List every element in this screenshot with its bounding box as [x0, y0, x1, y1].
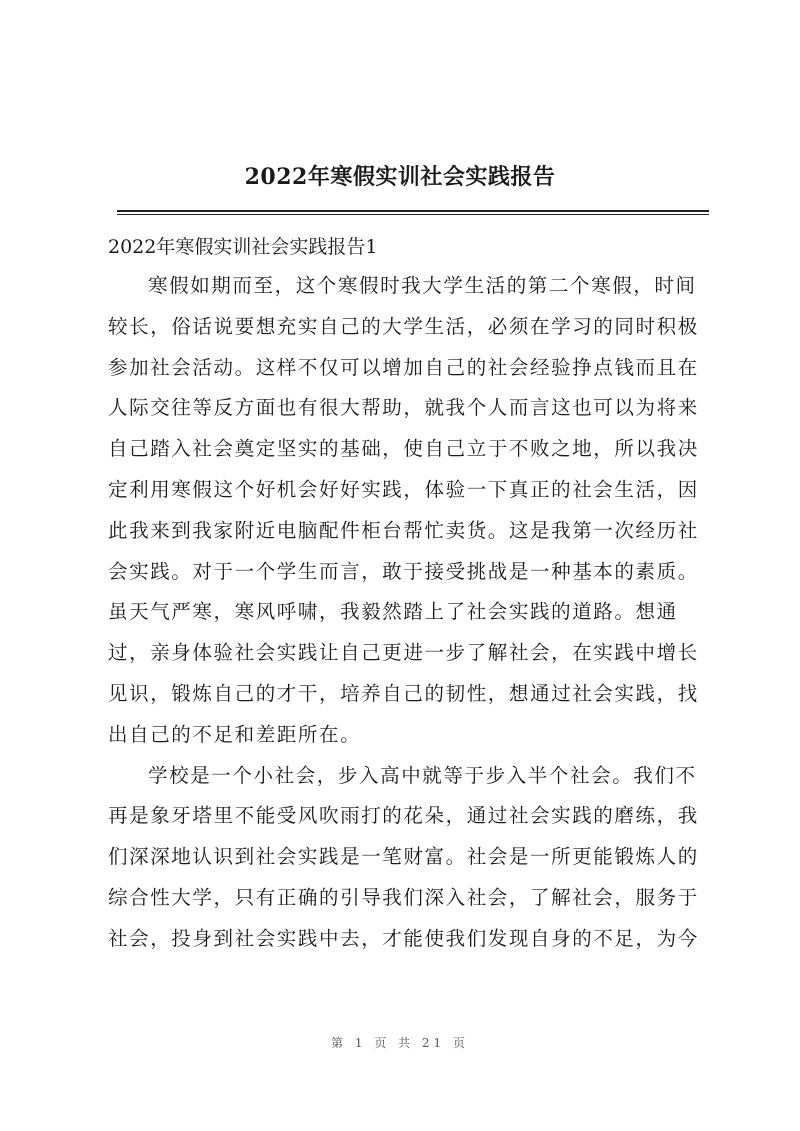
paragraph-line: 较长，俗话说要想充实自己的大学生活，必须在学习的同时积极: [108, 314, 699, 338]
body-text: [108, 266, 708, 960]
paragraph-line: 见识，锻炼自己的才干，培养自己的韧性，想通过社会实践，找: [108, 681, 699, 705]
paragraph-line: 再是象牙塔里不能受风吹雨打的花朵，通过社会实践的磨练，我: [108, 804, 699, 828]
title-divider: [117, 210, 709, 215]
paragraph-line: 参加社会活动。这样不仅可以增加自己的社会经验挣点钱而且在: [108, 355, 699, 379]
paragraph-line: 自己踏入社会奠定坚实的基础，使自己立于不败之地，所以我决: [108, 437, 699, 461]
paragraph-line: 综合性大学，只有正确的引导我们深入社会，了解社会，服务于: [108, 885, 699, 909]
paragraph-line: 社会，投身到社会实践中去，才能使我们发现自身的不足，为今: [108, 926, 699, 950]
paragraph-line: 们深深地认识到社会实践是一笔财富。社会是一所更能锻炼人的: [108, 845, 699, 869]
paragraph-line: 人际交往等反方面也有很大帮助，就我个人而言这也可以为将来: [108, 396, 699, 420]
document-title: 2022年寒假实训社会实践报告: [244, 164, 556, 190]
paragraph-line: 此我来到我家附近电脑配件柜台帮忙卖货。这是我第一次经历社: [108, 518, 699, 542]
page-footer: 第 1 页 共 21 页: [331, 1036, 469, 1050]
paragraph-line: 学校是一个小社会，步入高中就等于步入半个社会。我们不: [148, 763, 697, 787]
paragraph-line: 定利用寒假这个好机会好好实践，体验一下真正的社会生活，因: [108, 477, 699, 501]
paragraph-line: 寒假如期而至，这个寒假时我大学生活的第二个寒假，时间: [148, 274, 697, 297]
paragraph-line: 出自己的不足和差距所在。: [108, 722, 362, 746]
paragraph-line: 会实践。对于一个学生而言，敢于接受挑战是一种基本的素质。: [108, 559, 699, 583]
paragraph-line: 过，亲身体验社会实践让自己更进一步了解社会，在实践中增长: [108, 641, 699, 665]
paragraph-line: 虽天气严寒，寒风呼啸，我毅然踏上了社会实践的道路。想通: [108, 600, 678, 624]
section-heading: 2022年寒假实训社会实践报告1: [108, 236, 378, 258]
